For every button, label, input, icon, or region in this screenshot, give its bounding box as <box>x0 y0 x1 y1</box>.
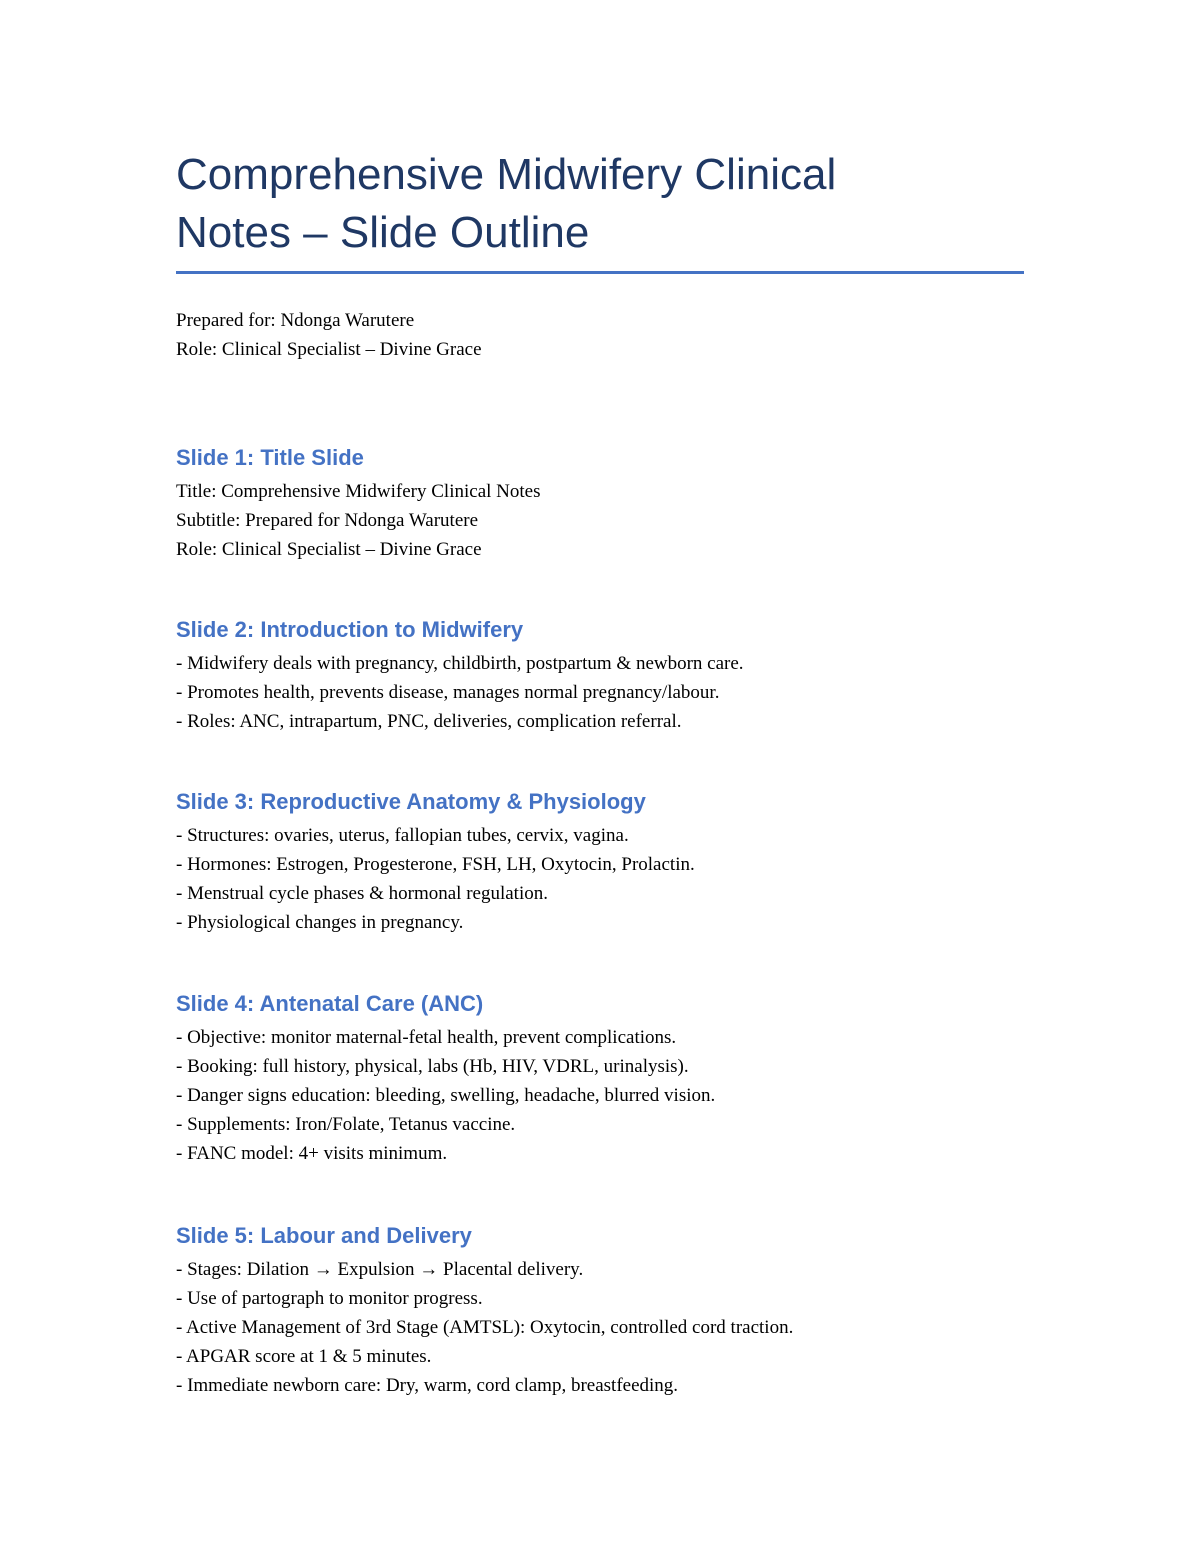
section-heading: Slide 1: Title Slide <box>176 445 364 470</box>
slide-3-section <box>176 788 1036 937</box>
page-title <box>176 146 1036 262</box>
section-line: - Stages: Dilation → Expulsion → Placental delivery. <box>176 1259 584 1280</box>
section-line: - FANC model: 4+ visits minimum. <box>176 1143 448 1164</box>
section-line: - Physiological changes in pregnancy. <box>176 912 464 933</box>
section-heading: Slide 3: Reproductive Anatomy & Physiology <box>176 789 646 814</box>
section-line: - Menstrual cycle phases & hormonal regulation. <box>176 883 548 904</box>
section-line: - Hormones: Estrogen, Progesterone, FSH, LH, Oxytocin, Prolactin. <box>176 854 695 875</box>
title-divider <box>176 271 1024 274</box>
section-line: - Structures: ovaries, uterus, fallopian tubes, cervix, vagina. <box>176 825 629 846</box>
section-line: Subtitle: Prepared for Ndonga Warutere <box>176 510 479 531</box>
section-line: - Midwifery deals with pregnancy, childbirth, postpartum & newborn care. <box>176 653 744 674</box>
section-line: - Roles: ANC, intrapartum, PNC, deliveries, complication referral. <box>176 711 682 732</box>
slide-2-section <box>176 616 1036 736</box>
section-line: - Objective: monitor maternal-fetal health, prevent complications. <box>176 1027 677 1048</box>
section-line: - APGAR score at 1 & 5 minutes. <box>176 1346 432 1367</box>
document-meta <box>176 306 482 364</box>
section-line: - Danger signs education: bleeding, swelling, headache, blurred vision. <box>176 1085 716 1106</box>
prepared-for-text: Prepared for: Ndonga Warutere <box>176 310 415 331</box>
slide-1-section <box>176 444 1036 564</box>
slide-5-section <box>176 1222 1036 1400</box>
section-heading: Slide 4: Antenatal Care (ANC) <box>176 991 484 1016</box>
section-line: - Use of partograph to monitor progress. <box>176 1288 483 1309</box>
slide-4-section <box>176 990 1036 1168</box>
title-line-2: Notes – Slide Outline <box>176 208 590 257</box>
section-line: Role: Clinical Specialist – Divine Grace <box>176 539 482 560</box>
section-heading: Slide 5: Labour and Delivery <box>176 1223 472 1248</box>
section-line: - Supplements: Iron/Folate, Tetanus vaccine. <box>176 1114 516 1135</box>
section-line: - Active Management of 3rd Stage (AMTSL): Oxytocin, controlled cord traction. <box>176 1317 794 1338</box>
section-line: - Booking: full history, physical, labs (Hb, HIV, VDRL, urinalysis). <box>176 1056 689 1077</box>
section-line: - Immediate newborn care: Dry, warm, cord clamp, breastfeeding. <box>176 1375 679 1396</box>
section-heading: Slide 2: Introduction to Midwifery <box>176 617 524 642</box>
section-line: Title: Comprehensive Midwifery Clinical Notes <box>176 481 541 502</box>
title-line-1: Comprehensive Midwifery Clinical <box>176 150 837 199</box>
section-line: - Promotes health, prevents disease, manages normal pregnancy/labour. <box>176 682 720 703</box>
role-text: Role: Clinical Specialist – Divine Grace <box>176 339 482 360</box>
